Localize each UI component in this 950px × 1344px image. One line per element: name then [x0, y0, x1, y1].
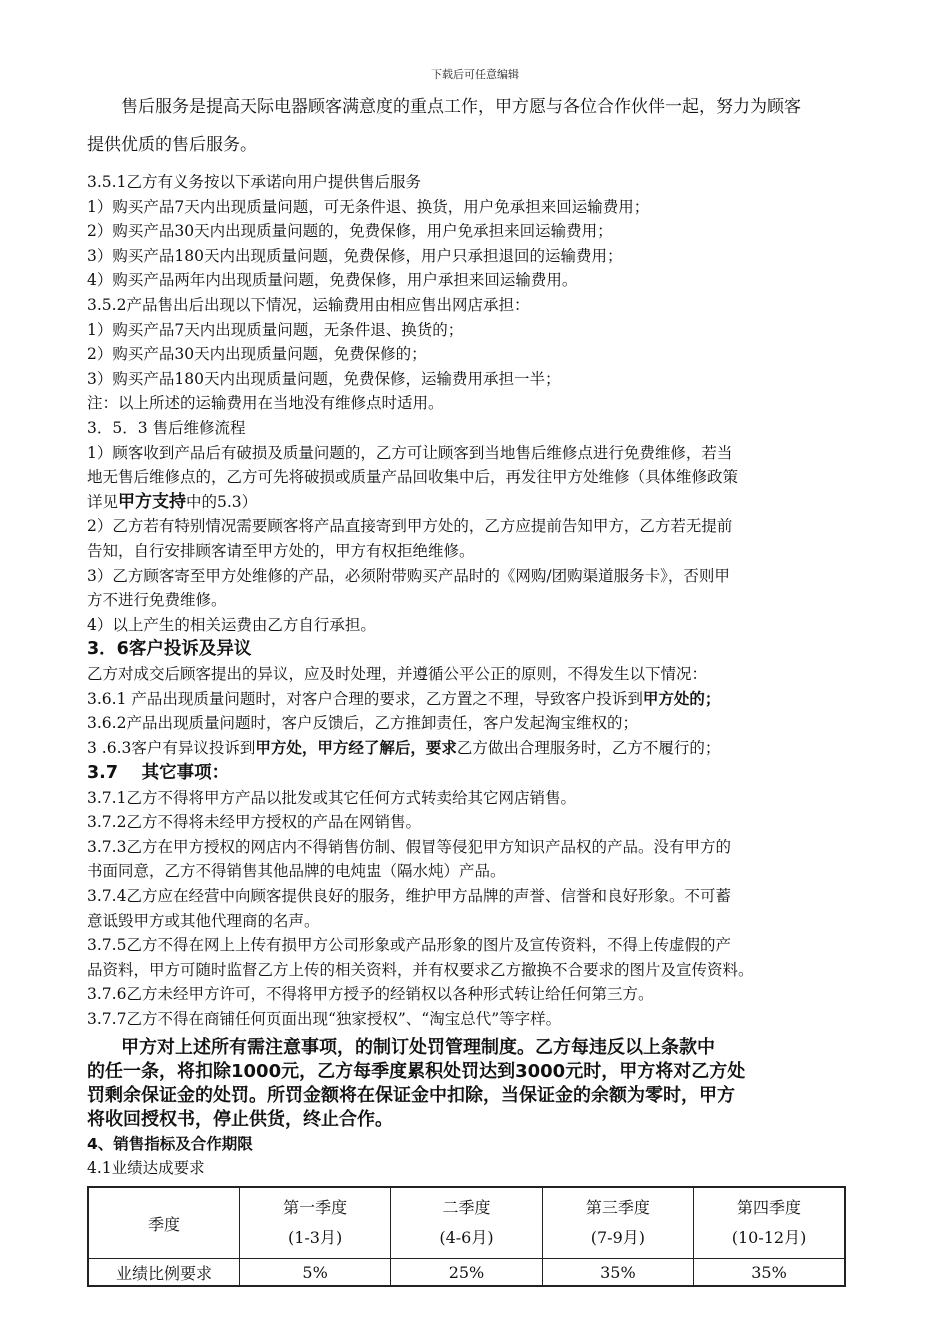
section-3-5-1-title: 3.5.1乙方有义务按以下承诺向用户提供售后服务: [87, 173, 421, 191]
section-3-7-heading: 3.7 其它事项：: [87, 762, 230, 783]
s36-i3-bold: 甲方处，甲方经了解后，要求: [255, 739, 457, 758]
table-header-q4: [694, 1187, 845, 1259]
s36-item-1: [87, 687, 887, 712]
s353-p2-line-2: 告知，自行安排顾客请至甲方处的，甲方有权拒绝维修。: [87, 541, 475, 560]
s37-line-7: 3.7.7乙方不得在商铺任何页面出现“独家授权”、“淘宝总代”等字样。: [87, 1010, 562, 1028]
table-header-q2: [391, 1187, 542, 1259]
penalty-line-1: 甲方对上述所有需注意事项，的制订处罚管理制度。乙方每违反以上条款中: [121, 1036, 715, 1058]
s351-item-4: 4）购买产品两年内出现质量问题，免费保修，用户承担来回运输费用。: [87, 271, 578, 290]
penalty-line-2: 的任一条，将扣除1000元，乙方每季度累积处罚达到3000元时，甲方将对乙方处: [87, 1060, 746, 1082]
s353-p1-line-1: 1）顾客收到产品后有破损及质量问题的，乙方可让顾客到当地售后维修点进行免费维修，若当: [87, 443, 733, 462]
s36-item-2: 3.6.2产品出现质量问题时，客户反馈后，乙方推卸责任，客户发起淘宝维权的；: [87, 714, 638, 733]
s353-p3-line-1: 3）乙方顾客寄至甲方处维修的产品，必须附带购买产品时的《网购/团购渠道服务卡》，否则甲: [87, 566, 730, 585]
s37-line-6: 3.7.6乙方未经甲方许可，不得将甲方授予的经销权以各种形式转让给任何第三方。: [87, 985, 654, 1004]
s37-line-5b: 品资料，甲方可随时监督乙方上传的相关资料，并有权要求乙方撤换不合要求的图片及宣传资料。: [87, 960, 754, 979]
penalty-paragraph: [87, 1036, 893, 1132]
s36-i1-bold: 甲方处的；: [642, 689, 721, 708]
page-header: 下载后可任意编辑: [431, 68, 519, 81]
s37-line-4a: 3.7.4乙方应在经营中向顾客提供良好的服务，维护甲方品牌的声誉、信誉和良好形象。不可蓄: [87, 887, 731, 906]
table-value-q3: 35%: [542, 1259, 693, 1287]
table-row: [88, 1259, 845, 1287]
q1-range: (1-3月): [287, 1228, 343, 1247]
section-3-6-heading: 3．6客户投诉及异议: [87, 639, 252, 660]
q4-name: 第四季度: [737, 1198, 802, 1217]
table-header-q1: [239, 1187, 390, 1259]
s37-line-3a: 3.7.3乙方在甲方授权的网店内不得销售仿制、假冒等侵犯甲方知识产品权的产品。没有甲方的: [87, 837, 731, 856]
section-3-5-2-title: 3.5.2产品售出后出现以下情况，运输费用由相应售出网店承担：: [87, 295, 530, 314]
s36-i3-c: 乙方做出合理服务时，乙方不履行的；: [456, 739, 721, 758]
s351-item-1: 1）购买产品7天内出现质量问题，可无条件退、换货，用户免承担来回运输费用；: [87, 197, 650, 216]
s352-note: 注：以上所述的运输费用在当地没有维修点时适用。: [87, 394, 444, 413]
table-row-label: 业绩比例要求: [88, 1259, 239, 1287]
s37-line-3b: 书面同意，乙方不得销售其他品牌的电炖盅（隔水炖）产品。: [87, 862, 506, 881]
section-4-1-subheading: 4.1业绩达成要求: [87, 1158, 205, 1177]
s351-item-3: 3）购买产品180天内出现质量问题，免费保修，用户只承担退回的运输费用；: [87, 246, 623, 265]
intro-line-2: 提供优质的售后服务。: [87, 135, 257, 155]
s37-line-2: 3.7.2乙方不得将未经甲方授权的产品在网销售。: [87, 813, 421, 832]
table-header-row: [88, 1187, 845, 1259]
s37-line-5a: 3.7.5乙方不得在网上上传有损甲方公司形象或产品形象的图片及宣传资料，不得上传虚假的产: [87, 936, 731, 955]
s353-p4: 4）以上产生的相关运费由乙方自行承担。: [87, 615, 376, 634]
s353-p2-line-1: 2）乙方若有特别情况需要顾客将产品直接寄到甲方处的，乙方应提前告知甲方，乙方若无提前: [87, 517, 733, 536]
q4-range: (10-12月): [731, 1228, 807, 1247]
s353-p1-l3-a: 详见: [87, 492, 119, 511]
q2-name: 二季度: [442, 1198, 491, 1217]
penalty-line-3: 罚剩余保证金的处罚。所罚金额将在保证金中扣除，当保证金的余额为零时，甲方: [87, 1084, 735, 1106]
s36-item-3: [87, 736, 887, 761]
s352-item-1: 1）购买产品7天内出现质量问题，无条件退、换货的；: [87, 320, 464, 339]
s36-i3-a: 3 .6.3客户有异议投诉到: [87, 739, 256, 758]
s353-p3-line-2: 方不进行免费维修。: [87, 591, 227, 610]
q3-name: 第三季度: [585, 1198, 650, 1217]
table-header-quarter: 季度: [88, 1187, 239, 1259]
s351-item-2: 2）购买产品30天内出现质量问题的，免费保修，用户免承担来回运输费用；: [87, 222, 613, 241]
s36-intro: 乙方对成交后顾客提出的异议，应及时处理，并遵循公平公正的原则，不得发生以下情况：: [87, 665, 708, 684]
q2-range: (4-6月): [439, 1228, 494, 1247]
s37-line-4b: 意诋毁甲方或其他代理商的名声。: [87, 911, 320, 930]
q3-range: (7-9月): [590, 1228, 645, 1247]
table-value-q4: 35%: [694, 1259, 845, 1287]
penalty-line-4: 将收回授权书，停止供货，终止合作。: [87, 1108, 393, 1130]
section-3-5-3-title: 3．5．3 售后维修流程: [87, 418, 246, 437]
s36-i1-a: 3.6.1 产品出现质量问题时，对客户合理的要求，乙方置之不理，导致客户投诉到: [87, 689, 643, 708]
performance-table: [87, 1186, 846, 1287]
table-value-q1: 5%: [239, 1259, 390, 1287]
s37-line-1: 3.7.1乙方不得将甲方产品以批发或其它任何方式转卖给其它网店销售。: [87, 788, 576, 807]
s353-p1-l3-bold: 甲方支持: [118, 491, 187, 512]
intro-line-1: 售后服务是提高天际电器顾客满意度的重点工作，甲方愿与各位合作伙伴一起，努力为顾客: [121, 97, 801, 117]
document-body: [87, 88, 887, 1180]
s353-p1-line-3: [87, 490, 887, 515]
table-header-q3: [542, 1187, 693, 1259]
q1-name: 第一季度: [283, 1198, 348, 1217]
s352-item-2: 2）购买产品30天内出现质量问题，免费保修的；: [87, 345, 427, 364]
section-4-heading: 4、销售指标及合作期限: [87, 1134, 253, 1153]
s353-p1-l3-c: 中的5.3）: [186, 492, 258, 511]
s353-p1-line-2: 地无售后维修点的，乙方可先将破损或质量产品回收集中后，再发往甲方处维修（具体维修政策: [87, 468, 739, 487]
s352-item-3: 3）购买产品180天内出现质量问题，免费保修，运输费用承担一半；: [87, 369, 561, 388]
table-value-q2: 25%: [391, 1259, 542, 1287]
